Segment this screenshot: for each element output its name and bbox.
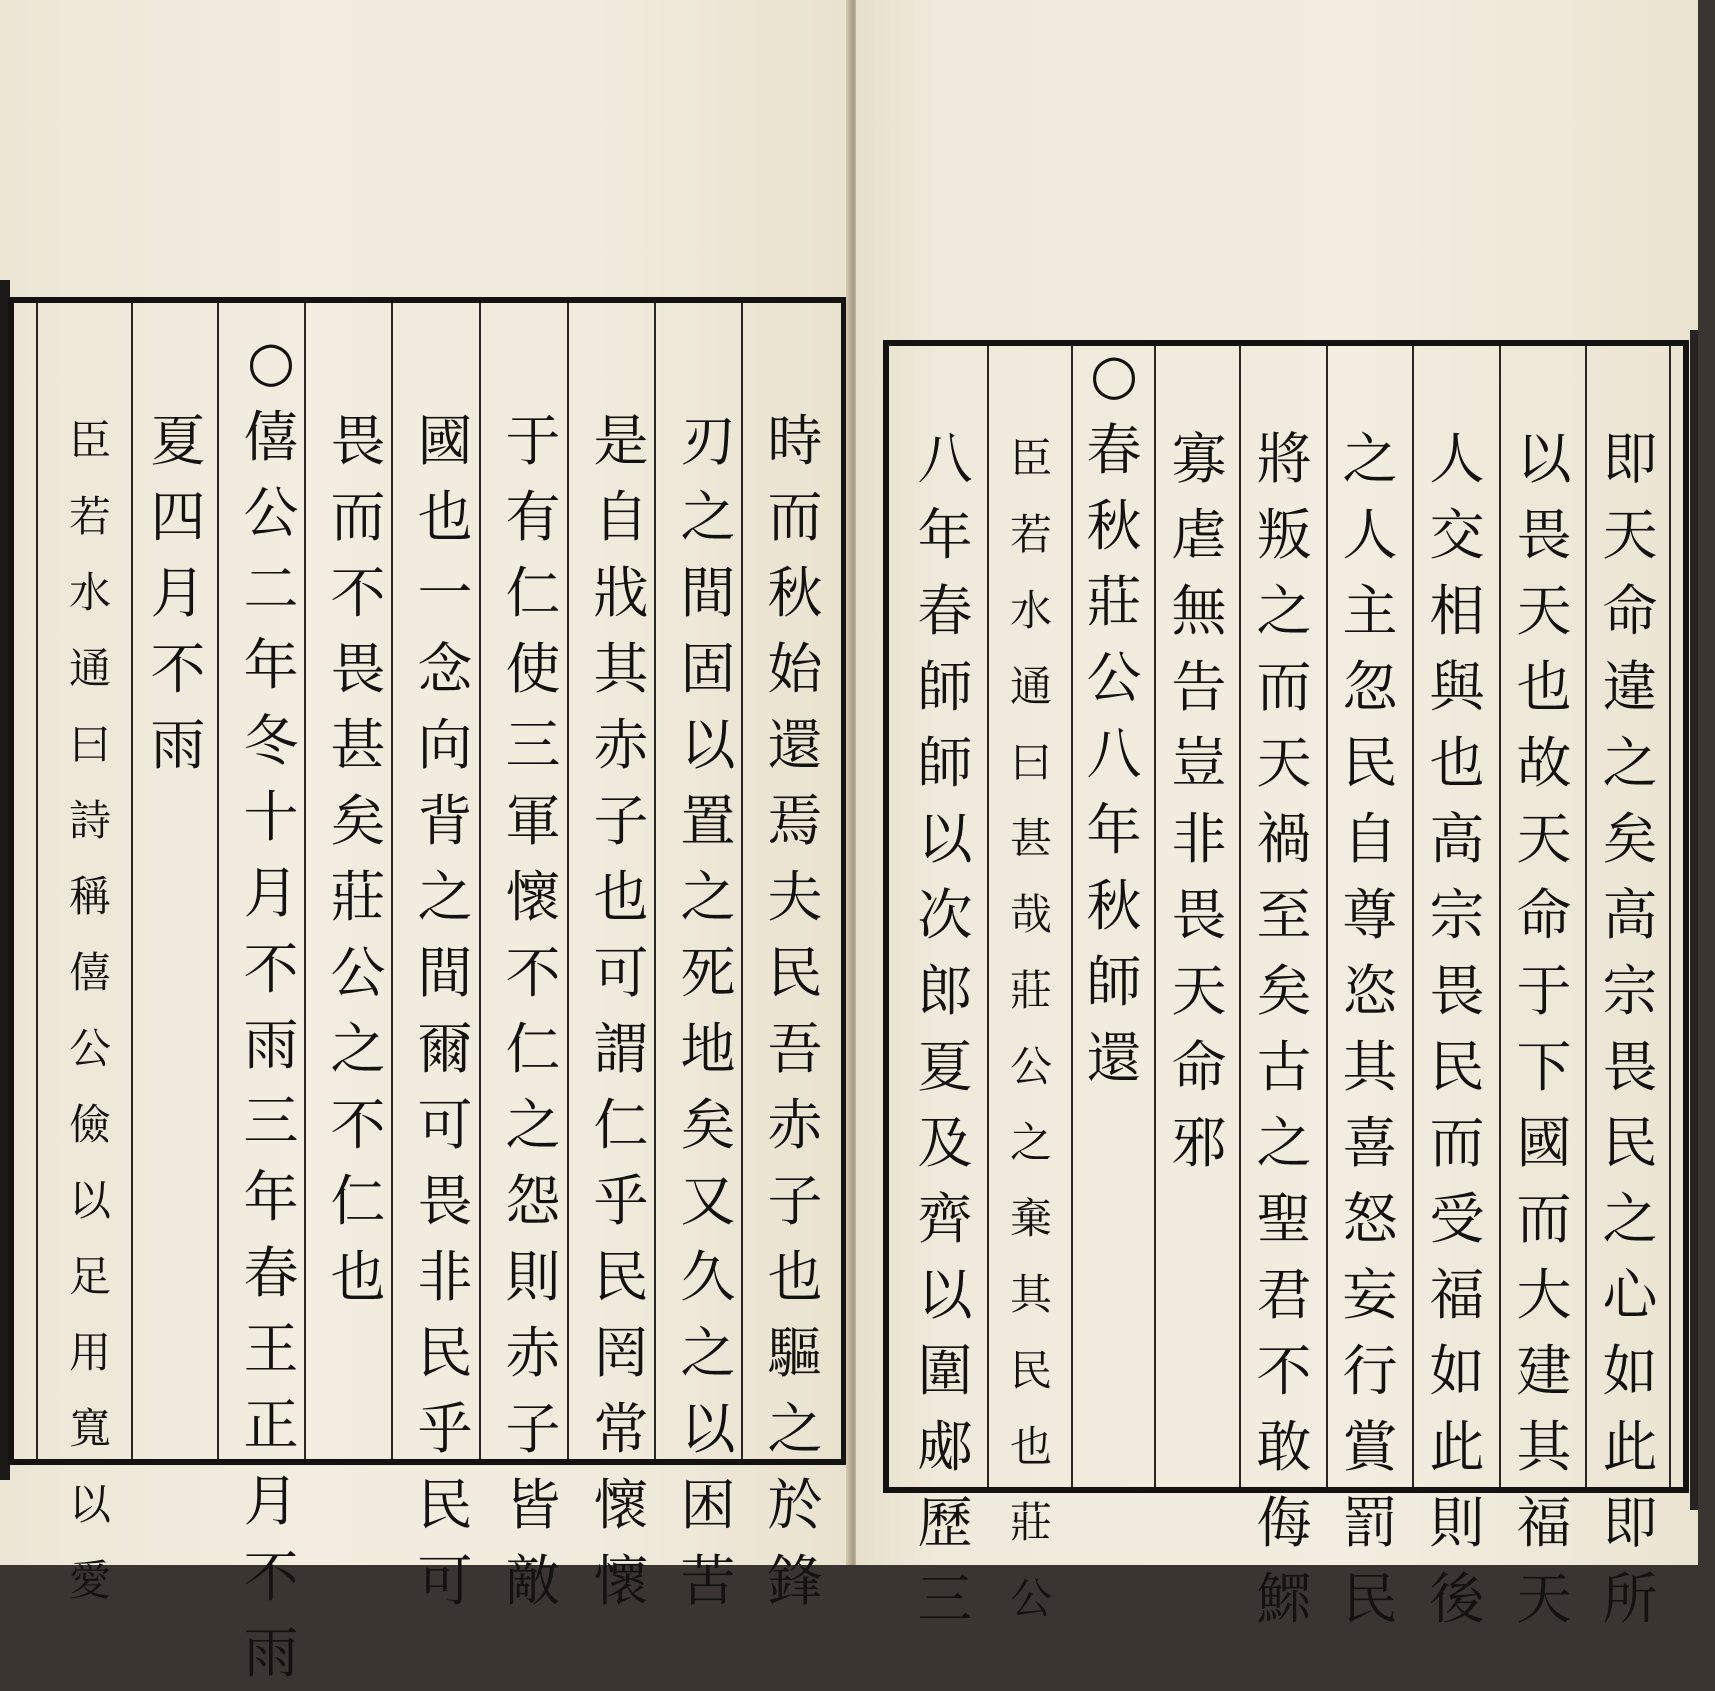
right-book-edge <box>1690 330 1698 1510</box>
right-page-frame <box>883 340 1689 1631</box>
text-column-6: 寡 虐 無 告 豈 非 畏 天 命 邪 <box>1171 427 1227 1175</box>
text-column-5: 將 叛 之 而 天 禍 至 矣 古 之 聖 君 不 敢 侮 鰥 <box>1256 427 1312 1631</box>
text-column-4: 于 有 仁 使 三 軍 懷 不 仁 之 怨 則 赤 子 皆 敵 <box>505 409 561 1613</box>
text-column-6: 畏 而 不 畏 甚 矣 莊 公 之 不 仁 也 <box>330 409 386 1309</box>
text-column-3: 是 自 戕 其 赤 子 也 可 謂 仁 乎 民 罔 常 懷 懷 <box>593 409 649 1613</box>
left-page-frame <box>8 297 847 1685</box>
text-column-9: 八 年 春 師 師 以 次 郎 夏 及 齊 以 圍 郕 歷 三 <box>917 427 973 1631</box>
text-column-2: 刃 之 間 固 以 置 之 死 地 矣 又 久 之 以 困 苦 <box>680 409 736 1613</box>
text-column-3: 人 交 相 與 也 高 宗 畏 民 而 受 福 如 此 則 後 <box>1429 427 1485 1631</box>
text-column-4: 之 人 主 忽 民 自 尊 恣 其 喜 怒 妄 行 賞 罰 民 <box>1342 427 1398 1631</box>
text-column-5: 國 也 一 念 向 背 之 間 爾 可 畏 非 民 乎 民 可 <box>417 409 473 1613</box>
text-column-1: 時 而 秋 始 還 焉 夫 民 吾 赤 子 也 驅 之 於 鋒 <box>767 409 823 1613</box>
text-column-9: 臣 若 水 通 曰 詩 稱 僖 公 儉 以 足 用 寬 以 愛 <box>68 416 111 1605</box>
left-page <box>0 0 850 1685</box>
text-column-8: 夏 四 月 不 雨 <box>150 409 206 777</box>
text-column-1: 即 天 命 違 之 矣 高 宗 畏 民 之 心 如 此 即 所 <box>1602 427 1658 1631</box>
text-column-7: ○ 僖 公 二 年 冬 十 月 不 雨 三 年 春 王 正 月 不 雨 <box>243 329 299 1685</box>
text-column-8: 臣 若 水 通 曰 甚 哉 莊 公 之 棄 其 民 也 莊 公 <box>1009 434 1052 1623</box>
text-column-2: 以 畏 天 也 故 天 命 于 下 國 而 大 建 其 福 天 <box>1516 427 1572 1631</box>
text-column-7: ○ 春 秋 莊 公 八 年 秋 師 還 <box>1086 342 1142 1090</box>
